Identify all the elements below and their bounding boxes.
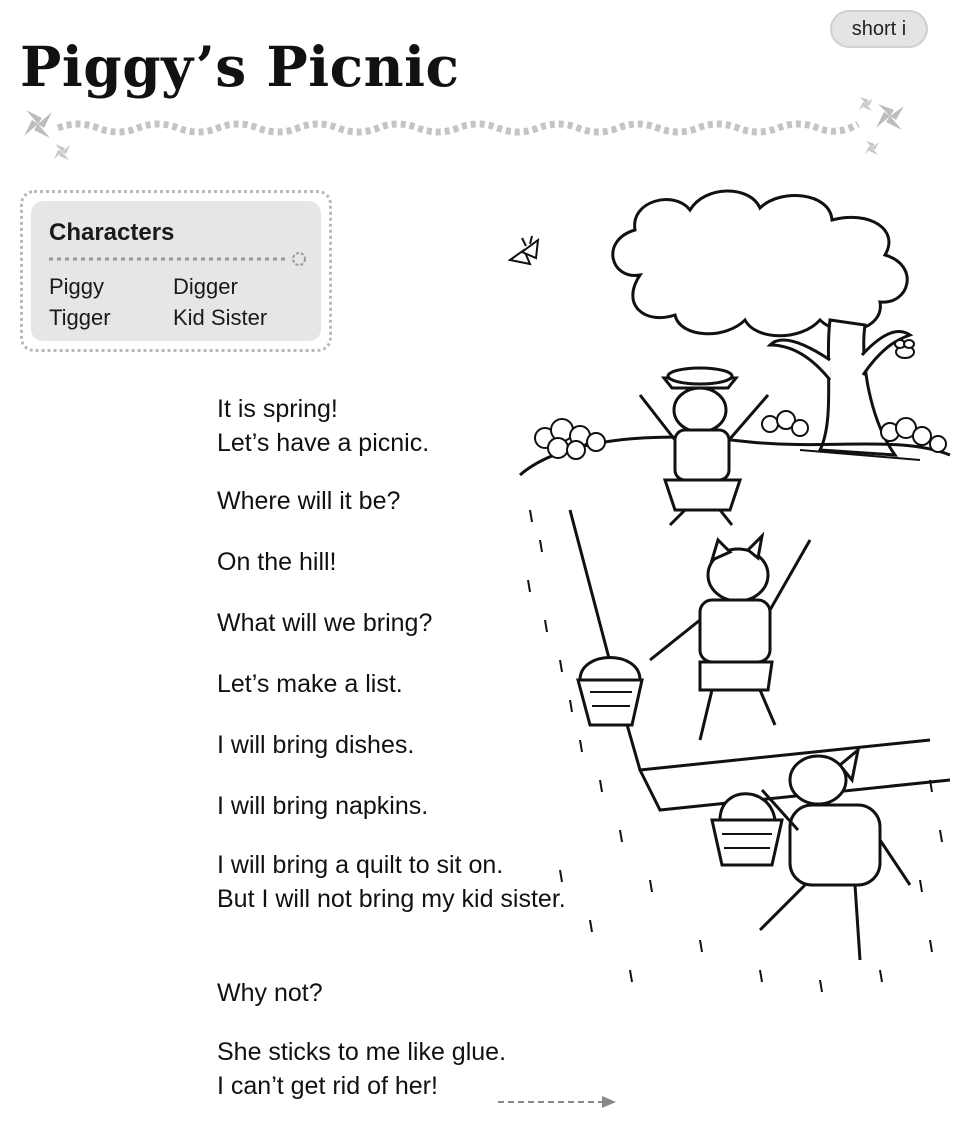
topic-badge-label: short i — [851, 17, 907, 40]
dialogue-line: Why not? — [217, 979, 323, 1007]
dialogue-line: What will we bring? — [217, 609, 433, 637]
dialogue-line: Where will it be? — [217, 487, 401, 515]
pinwheel-icon — [859, 97, 873, 111]
page-title: Piggy’s Picnic — [20, 34, 460, 99]
butterfly-icon — [510, 236, 538, 264]
pig-icon — [640, 368, 768, 525]
dialogue-line: I will bring dishes. — [217, 731, 415, 759]
character-name: Piggy — [49, 274, 105, 299]
dialogue-line: It is spring! — [217, 395, 338, 423]
dialogue-line: Let’s make a list. — [217, 670, 403, 698]
continue-arrow-icon — [498, 1092, 618, 1112]
cloud-icon — [613, 191, 907, 336]
pinwheel-icon — [865, 141, 879, 155]
dialogue-line: I will bring a quilt to sit on. — [217, 851, 504, 879]
dialogue-line: On the hill! — [217, 548, 337, 576]
character-name: Tigger — [49, 305, 111, 330]
dialogue-line: I will bring napkins. — [217, 792, 429, 820]
dialogue-line: But I will not bring my kid sister. — [217, 885, 566, 913]
picnic-illustration — [500, 180, 970, 1060]
character-name: Digger — [173, 274, 238, 299]
basket-icon — [578, 658, 642, 726]
dialogue-line: I can’t get rid of her! — [217, 1072, 438, 1100]
dialogue-line: She sticks to me like glue. — [217, 1038, 507, 1066]
topic-badge — [830, 10, 928, 48]
character-name: Kid Sister — [173, 305, 268, 330]
dog-icon — [760, 750, 910, 960]
characters-heading: Characters — [49, 219, 175, 246]
bee-icon — [895, 340, 914, 358]
pinwheel-icon — [876, 104, 904, 130]
dialogue-line: Let’s have a picnic. — [217, 429, 430, 457]
cat-icon — [650, 536, 810, 740]
